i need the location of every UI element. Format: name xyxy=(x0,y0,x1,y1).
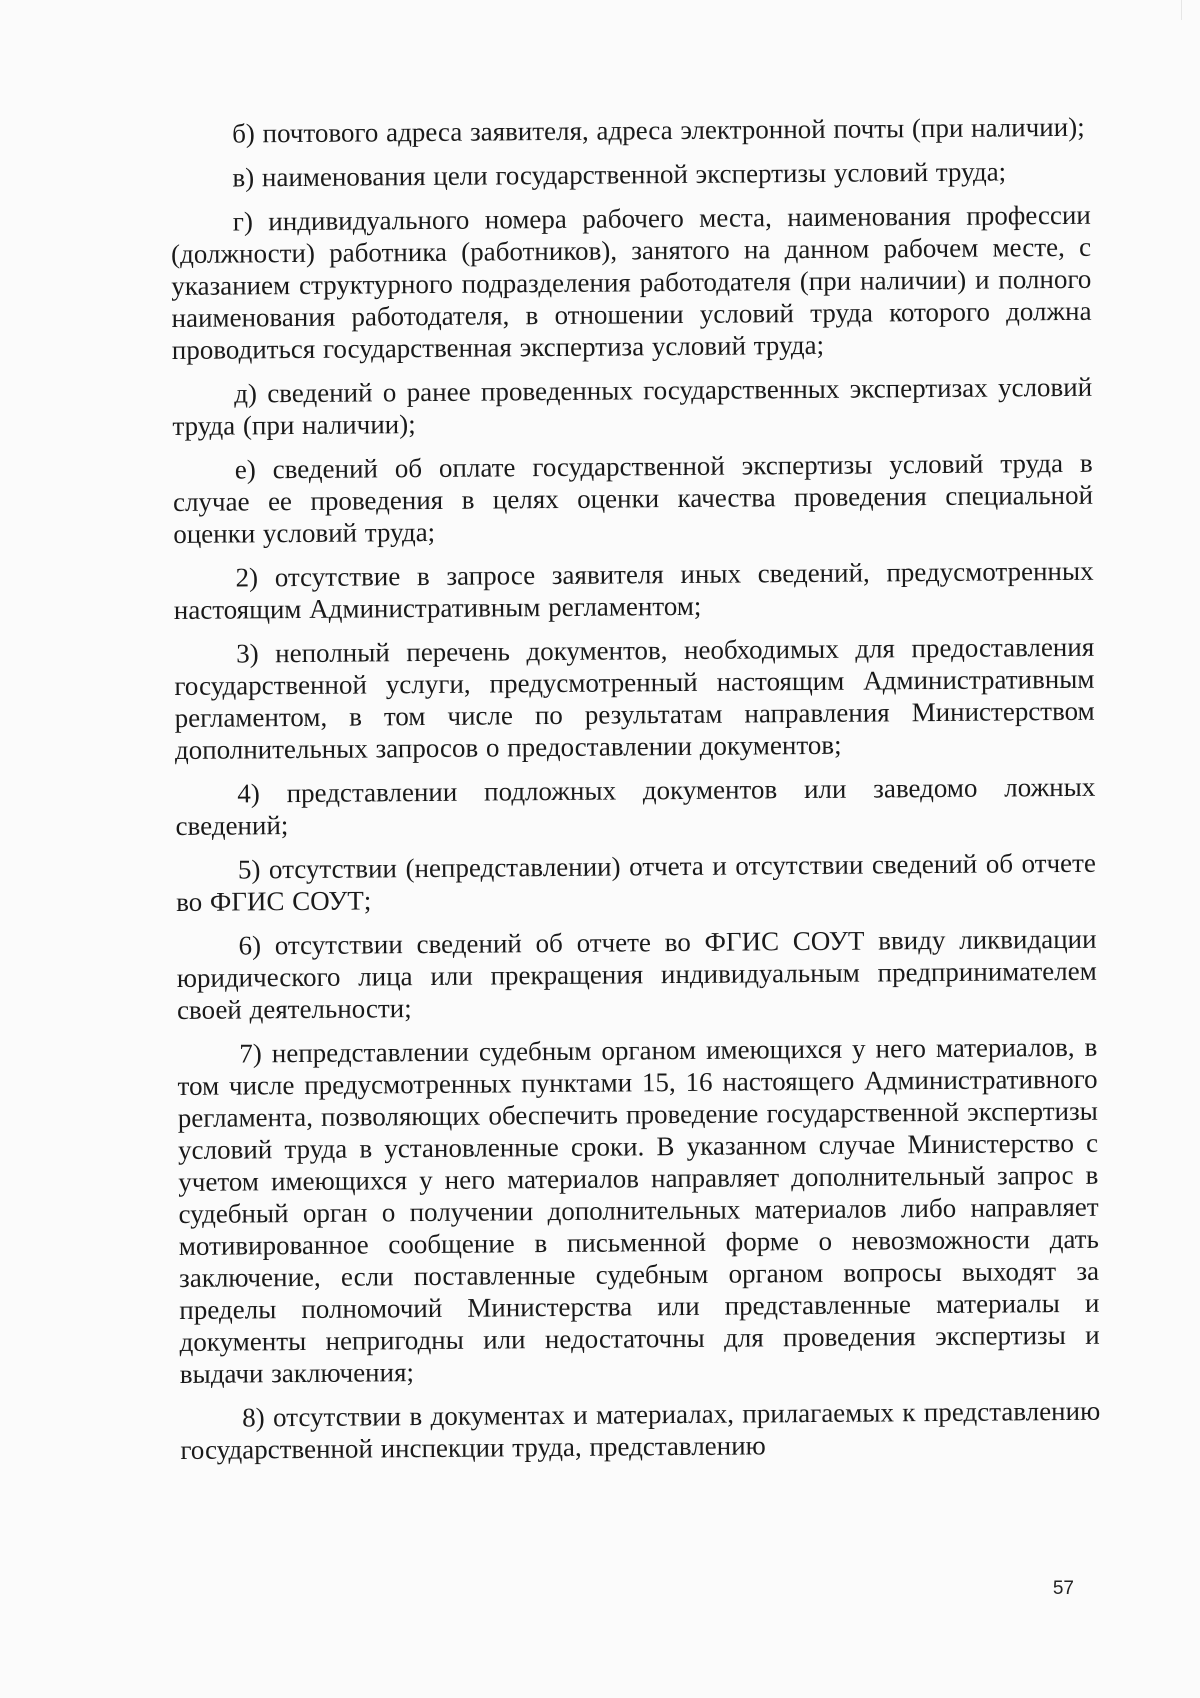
document-body xyxy=(170,111,1101,1478)
paragraph-e: е) сведений об оплате государственной экспертизы условий труда в случае ее проведения в целях оценки качества проведения специальной оценки условий труда; xyxy=(172,447,1094,549)
paragraph-d: д) сведений о ранее проведенных государственных экспертизах условий труда (при наличии); xyxy=(172,371,1093,441)
paragraph-5: 5) отсутствии (непредставлении) отчета и отсутствии сведений об отчете во ФГИС СОУТ; xyxy=(176,847,1096,917)
paragraph-3: 3) неполный перечень документов, необходимых для предоставления государственной услуги, предусмотренный настоящим Административным регламентом, в том числе по результатам направления Министерством дополнительных запросов о предоставлении документов; xyxy=(174,631,1095,765)
paragraph-4: 4) представлении подложных документов или заведомо ложных сведений; xyxy=(175,771,1096,841)
paragraph-7: 7) непредставлении судебным органом имеющихся у него материалов, в том числе предусмотренных пунктами 15, 16 настоящего Административного регламента, позволяющих обеспечить проведение государственной экспертизы условий труда в установленные сроки. В указанном случае Министерство с учетом имеющихся у него материалов направляет дополнительный запрос в судебный орган о получении дополнительных материалов либо направляет мотивированное сообщение в письменной форме о невозможности дать заключение, если поставленные судебным органом вопросы выходят за пределы полномочий Министерства или представленные материалы и документы непригодны или недостаточны для проведения экспертизы и выдачи заключения; xyxy=(177,1031,1100,1389)
paragraph-8: 8) отсутствии в документах и материалах, прилагаемых к представлению государственной инспекции труда, представлению xyxy=(180,1395,1101,1465)
scan-edge-mark xyxy=(1181,0,1182,20)
paragraph-b: б) почтового адреса заявителя, адреса электронной почты (при наличии); xyxy=(232,111,1085,149)
paragraph-2: 2) отсутствие в запросе заявителя иных сведений, предусмотренных настоящим Административным регламентом; xyxy=(173,555,1094,625)
paragraph-6: 6) отсутствии сведений об отчете во ФГИС СОУТ ввиду ликвидации юридического лица или прекращения индивидуальным предпринимателем своей деятельности; xyxy=(176,923,1097,1025)
page-number: 57 xyxy=(1052,1578,1074,1599)
paragraph-v: в) наименования цели государственной экспертизы условий труда; xyxy=(232,156,1007,193)
paragraph-g: г) индивидуального номера рабочего места, наименования профессии (должности) работника (работников), занятого на данном рабочем месте, с указанием структурного подразделения работодателя (при наличии) и полного наименования работодателя, в отношении условий труда которого должна проводиться государственная экспертиза условий труда; xyxy=(170,199,1092,365)
